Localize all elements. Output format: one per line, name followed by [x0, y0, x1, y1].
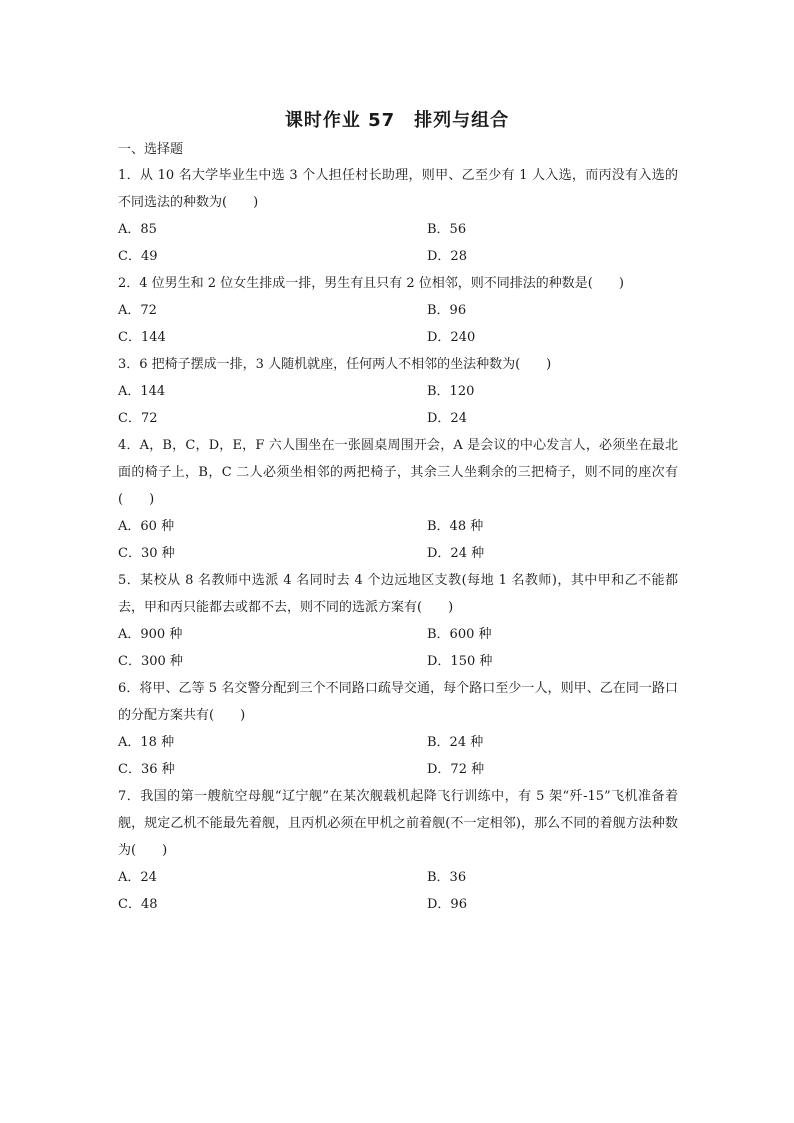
answer-option: D．72 种 [427, 762, 485, 777]
answer-option: B．56 [427, 222, 467, 237]
question-3 [118, 351, 678, 432]
answer-options [118, 729, 678, 783]
question-stem: 5．某校从 8 名教师中选派 4 名同时去 4 个边远地区支教(每地 1 名教师)，其中甲和乙不能都去，甲和丙只能都去或都不去，则不同的选派方案有( ) [118, 573, 678, 615]
question-stem: 4．A，B，C，D，E，F 六人围坐在一张圆桌周围开会，A 是会议的中心发言人，必须坐在最北面的椅子上，B，C 二人必须坐相邻的两把椅子，其余三人坐剩余的三把椅子，则不同的座次有( ) [118, 438, 678, 507]
answer-option: C．144 [118, 330, 166, 345]
question-stem: 7．我国的第一艘航空母舰“辽宁舰”在某次舰载机起降飞行训练中，有 5 架“歼-15”飞机准备着舰，规定乙机不能最先着舰，且丙机必须在甲机之前着舰(不一定相邻)，那么不同的着舰方法种数为( ) [118, 789, 678, 858]
answer-options [118, 378, 678, 432]
answer-option: A．85 [118, 222, 157, 237]
question-4 [118, 432, 678, 567]
answer-options [118, 864, 678, 918]
question-5 [118, 567, 678, 675]
answer-option: C．30 种 [118, 546, 175, 561]
answer-options [118, 513, 678, 567]
question-7 [118, 783, 678, 918]
question-2 [118, 270, 678, 351]
answer-options [118, 297, 678, 351]
answer-option: B．24 种 [427, 735, 484, 750]
answer-option: A．60 种 [118, 519, 175, 534]
answer-option: A．72 [118, 303, 157, 318]
answer-options [118, 216, 678, 270]
section-heading: 一、选择题 [118, 142, 184, 157]
answer-option: C．48 [118, 897, 158, 912]
answer-option: B．48 种 [427, 519, 484, 534]
answer-option: D．150 种 [427, 654, 493, 669]
answer-option: C．72 [118, 411, 158, 426]
question-1 [118, 162, 678, 270]
answer-option: B．36 [427, 870, 467, 885]
question-stem: 1．从 10 名大学毕业生中选 3 个人担任村长助理，则甲、乙至少有 1 人入选，而丙没有入选的不同选法的种数为( ) [118, 168, 678, 210]
answer-option: D．96 [427, 897, 467, 912]
answer-option: A．24 [118, 870, 157, 885]
answer-option: D．24 [427, 411, 467, 426]
answer-options [118, 621, 678, 675]
answer-option: B．600 种 [427, 627, 492, 642]
answer-option: C．49 [118, 249, 158, 264]
answer-option: B．120 [427, 384, 475, 399]
answer-option: D．28 [427, 249, 467, 264]
answer-option: C．36 种 [118, 762, 175, 777]
answer-option: D．240 [427, 330, 476, 345]
answer-option: A．900 种 [118, 627, 183, 642]
answer-option: D．24 种 [427, 546, 485, 561]
question-stem: 2．4 位男生和 2 位女生排成一排，男生有且只有 2 位相邻，则不同排法的种数是( ) [118, 276, 624, 291]
answer-option: B．96 [427, 303, 467, 318]
answer-option: A．18 种 [118, 735, 175, 750]
question-list [118, 162, 678, 918]
question-6 [118, 675, 678, 783]
answer-option: C．300 种 [118, 654, 183, 669]
question-stem: 3．6 把椅子摆成一排，3 人随机就座，任何两人不相邻的坐法种数为( ) [118, 357, 552, 372]
question-stem: 6．将甲、乙等 5 名交警分配到三个不同路口疏导交通，每个路口至少一人，则甲、乙在同一路口的分配方案共有( ) [118, 681, 678, 723]
answer-option: A．144 [118, 384, 166, 399]
page-title: 课时作业 57 排列与组合 [284, 110, 510, 131]
